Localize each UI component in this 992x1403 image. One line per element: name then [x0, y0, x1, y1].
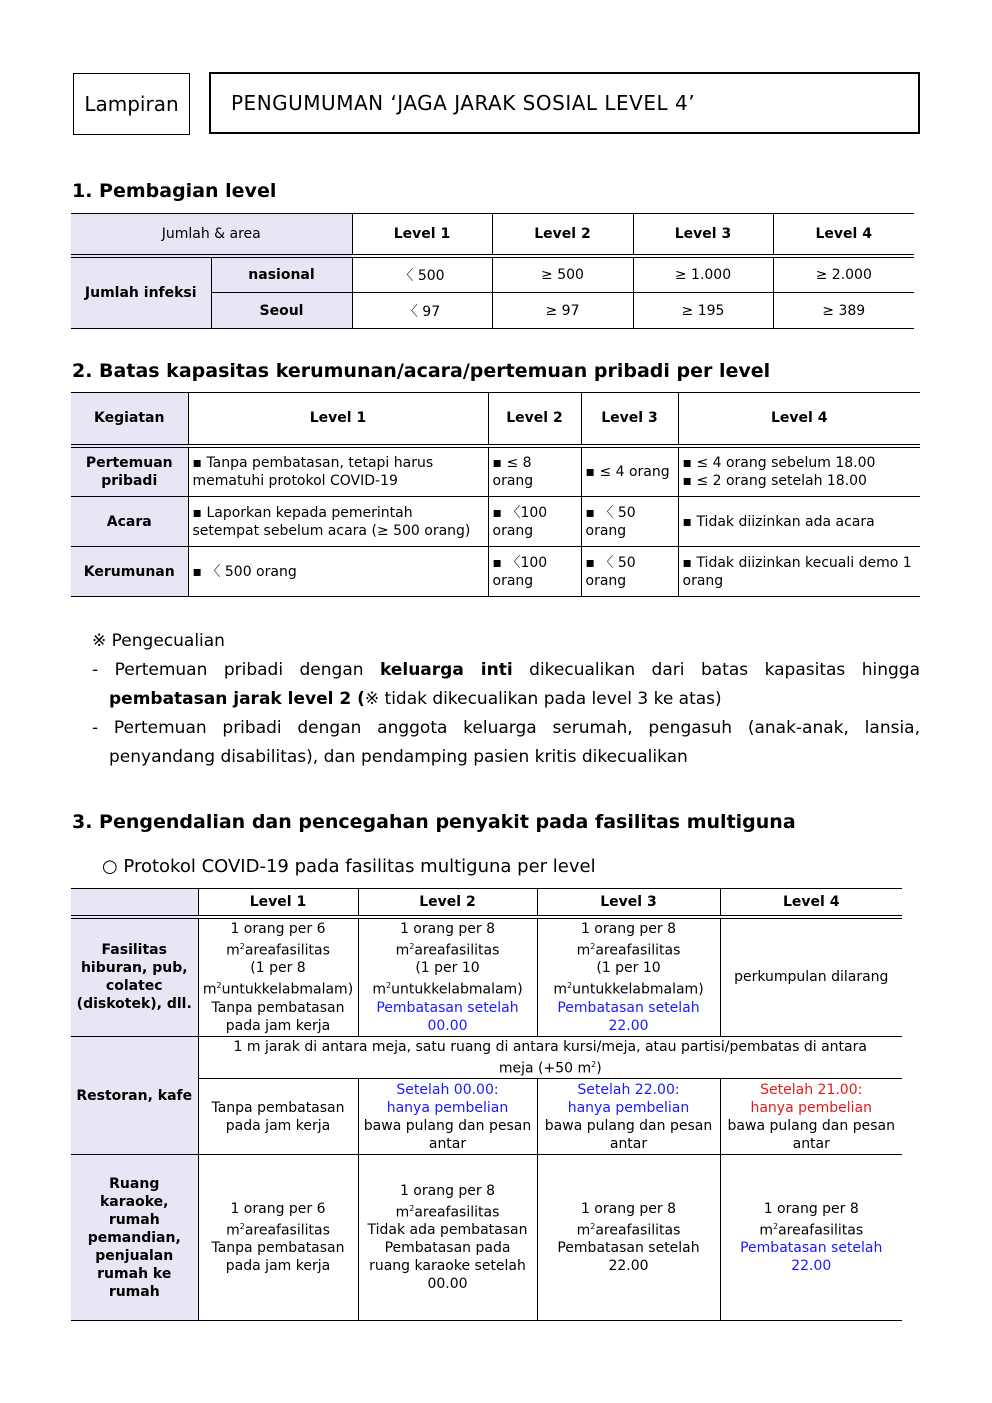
col-header-level-4: Level 4	[678, 393, 920, 446]
section3-subheading: ○ Protokol COVID-19 pada fasilitas multiguna per level	[102, 856, 596, 877]
text-bold: keluarga inti	[380, 660, 513, 680]
col-header-level-2: Level 2	[488, 393, 581, 446]
cell-line: Tidak ada pembatasan	[367, 1222, 528, 1239]
table-cell: ≥ 389	[773, 293, 914, 329]
table-cell: ▪ Tidak diizinkan ada acara	[678, 497, 920, 547]
col-header-kegiatan: Kegiatan	[71, 393, 188, 446]
cell-line: Pembatasan setelah 00.00	[376, 999, 519, 1034]
activity-acara: Acara	[71, 497, 188, 547]
unit-text: m	[202, 981, 217, 998]
text-span: untukkelabmalam)	[391, 981, 523, 998]
cell-line: bawa pulang dan pesan antar	[363, 1117, 532, 1152]
unit-text: m	[395, 942, 410, 959]
text-span: ※ tidak dikecualikan pada level 3 ke atas)	[364, 689, 722, 709]
text-span: areafasilitas	[244, 942, 330, 959]
section3-heading: 3. Pengendalian dan pencegahan penyakit pada fasilitas multiguna	[72, 811, 796, 833]
cell-line: 1 m jarak di antara meja, satu ruang di antara kursi/meja, atau partisi/pembatas di antara	[233, 1038, 867, 1055]
table-cell	[537, 1155, 720, 1321]
unit-text: m	[553, 981, 567, 998]
unit-superscript: 2	[772, 1221, 779, 1231]
col-header-level-4: Level 4	[773, 214, 914, 256]
table-cell	[198, 1155, 358, 1321]
unit-text: m	[395, 1204, 410, 1221]
col-header-level-1: Level 1	[188, 393, 488, 446]
unit-text: m	[759, 1222, 773, 1239]
table-cell	[537, 917, 720, 1037]
text-span: areafasilitas	[244, 1222, 330, 1239]
cell-line: hanya pembelian	[750, 1099, 872, 1116]
col-header-level-3: Level 3	[537, 889, 720, 917]
table-cell	[358, 1079, 537, 1155]
table-cell	[358, 917, 537, 1037]
cell-line: 1 orang per 8	[763, 1200, 859, 1217]
table-cell: ▪ ≤ 8 orang	[488, 446, 581, 497]
cell-line: Pembatasan setelah 22.00	[557, 999, 700, 1034]
cell-line: 1 orang per 8	[399, 920, 496, 937]
facility-table	[71, 888, 902, 1321]
unit-superscript: 2	[385, 981, 392, 991]
col-header-level-2: Level 2	[358, 889, 537, 917]
table-cell: ≥ 97	[492, 293, 633, 329]
unit-superscript: 2	[590, 941, 596, 951]
text-span: )	[596, 1060, 602, 1077]
cell-line: (1 per 10	[415, 960, 480, 977]
unit-superscript: 2	[409, 941, 415, 951]
table-cell: 〈 500	[352, 256, 492, 293]
text-span: areafasilitas	[414, 942, 500, 959]
text-span: meja (+50 m	[498, 1060, 592, 1077]
cell-line	[363, 938, 533, 960]
cell-line: bawa pulang dan pesan antar	[544, 1117, 713, 1152]
table-cell: Tanpa pembatasan pada jam kerja	[198, 1079, 358, 1155]
cell-line: bawa pulang dan pesan antar	[727, 1117, 895, 1152]
area-nasional: nasional	[211, 256, 352, 293]
cell-line	[542, 938, 716, 960]
table-cell	[358, 1155, 537, 1321]
cell-line	[363, 977, 533, 999]
cell-line	[363, 1200, 533, 1222]
table-cell: ▪ 〈 50 orang	[581, 547, 678, 597]
table-cell: perkumpulan dilarang	[720, 917, 902, 1037]
unit-superscript: 2	[239, 941, 245, 951]
cell-line: ▪ ≤ 2 orang setelah 18.00	[682, 472, 867, 489]
cell-line: Pembatasan setelah 22.00	[740, 1240, 883, 1275]
exception-item-1-line2	[92, 685, 920, 714]
cell-line: 1 orang per 8	[580, 920, 677, 937]
table-cell: ≥ 1.000	[633, 256, 773, 293]
table-cell: ▪ 〈100 orang	[488, 497, 581, 547]
table-cell	[537, 1079, 720, 1155]
cell-line	[542, 977, 716, 999]
table-cell: ▪ ≤ 4 orang	[581, 446, 678, 497]
facility-hiburan: Fasilitas hiburan, pub, colatec (diskotek), dll.	[71, 917, 198, 1037]
unit-superscript: 2	[591, 1059, 597, 1069]
unit-superscript: 2	[590, 1221, 596, 1231]
unit-text: m	[576, 1222, 591, 1239]
unit-superscript: 2	[239, 1221, 245, 1231]
cell-line: Setelah 22.00:	[577, 1081, 680, 1098]
unit-text: m	[226, 942, 240, 959]
table-cell: ▪ 〈100 orang	[488, 547, 581, 597]
corner-cell	[71, 889, 198, 917]
text-span: areafasilitas	[595, 1222, 681, 1239]
col-header-level-1: Level 1	[352, 214, 492, 256]
exception-item-2-line1: - Pertemuan pribadi dengan anggota keluarga serumah, pengasuh (anak-anak, lansia,	[92, 718, 920, 738]
unit-text: m	[576, 942, 591, 959]
table-cell	[720, 1079, 902, 1155]
cell-line: 1 orang per 6	[230, 1200, 326, 1217]
cell-line: ▪ ≤ 4 orang sebelum 18.00	[682, 454, 876, 471]
col-header-level-2: Level 2	[492, 214, 633, 256]
col-header-level-1: Level 1	[198, 889, 358, 917]
cell-line: (1 per 8	[250, 960, 306, 977]
facility-karaoke: Ruang karaoke, rumah pemandian, penjualan rumah ke rumah	[71, 1155, 198, 1321]
cell-line: Tanpa pembatasan pada jam kerja	[211, 1240, 345, 1275]
exception-item-2-line2: penyandang disabilitas), dan pendamping pasien kritis dikecualikan	[109, 747, 688, 767]
cell-line	[203, 938, 354, 960]
attachment-label: Lampiran	[73, 73, 190, 135]
section1-heading: 1. Pembagian level	[72, 180, 277, 202]
text-span: dikecualikan dari batas kapasitas hingga	[512, 660, 921, 680]
col-header-level-3: Level 3	[633, 214, 773, 256]
cell-line: Tanpa pembatasan pada jam kerja	[211, 999, 345, 1034]
cell-line: 1 orang per 8	[580, 1200, 677, 1217]
facility-restoran: Restoran, kafe	[71, 1037, 198, 1155]
unit-superscript: 2	[566, 981, 573, 991]
table-cell	[720, 1155, 902, 1321]
cell-line	[203, 977, 354, 999]
col-header-level-4: Level 4	[720, 889, 902, 917]
table-cell: ≥ 195	[633, 293, 773, 329]
cell-line	[203, 1056, 899, 1078]
cell-line: Setelah 00.00:	[396, 1081, 499, 1098]
table-cell: ≥ 500	[492, 256, 633, 293]
area-seoul: Seoul	[211, 293, 352, 329]
cell-line	[725, 1218, 899, 1240]
table-cell: 〈 97	[352, 293, 492, 329]
table-cell: ▪ Laporkan kepada pemerintah setempat sebelum acara (≥ 500 orang)	[188, 497, 488, 547]
unit-text: m	[372, 981, 386, 998]
activity-kerumunan: Kerumunan	[71, 547, 188, 597]
cell-line: hanya pembelian	[567, 1099, 690, 1116]
table-cell	[198, 917, 358, 1037]
cell-line: 1 orang per 6	[230, 920, 326, 937]
text-span: untukkelabmalam)	[221, 981, 354, 998]
unit-superscript: 2	[216, 981, 222, 991]
table-cell: ▪ Tidak diizinkan kecuali demo 1 orang	[678, 547, 920, 597]
text-bold: pembatasan jarak level 2 (	[109, 689, 365, 709]
col-header-jumlah-area: Jumlah & area	[71, 214, 352, 256]
cell-line	[203, 1218, 354, 1240]
text-span: - Pertemuan pribadi dengan	[92, 660, 380, 680]
unit-superscript: 2	[409, 1203, 415, 1213]
exception-item-1-line1	[92, 656, 920, 685]
text-span: areafasilitas	[414, 1204, 500, 1221]
capacity-table	[71, 392, 920, 597]
text-span: areafasilitas	[595, 942, 681, 959]
cell-line: Setelah 21.00:	[760, 1081, 863, 1098]
cell-line: (1 per 10	[596, 960, 661, 977]
cell-line: Pembatasan pada ruang karaoke setelah 00.00	[369, 1240, 526, 1293]
cell-line	[542, 1218, 716, 1240]
table-cell	[678, 446, 920, 497]
unit-text: m	[226, 1222, 240, 1239]
cell-line: hanya pembelian	[386, 1099, 509, 1116]
table-cell-span	[198, 1037, 902, 1079]
col-header-level-3: Level 3	[581, 393, 678, 446]
cell-line: 1 orang per 8	[399, 1182, 496, 1199]
row-group-jumlah-infeksi: Jumlah infeksi	[71, 256, 211, 329]
section2-heading: 2. Batas kapasitas kerumunan/acara/pertemuan pribadi per level	[72, 360, 771, 382]
text-span: areafasilitas	[778, 1222, 864, 1239]
text-span: untukkelabmalam)	[572, 981, 704, 998]
table-cell: ▪ 〈 500 orang	[188, 547, 488, 597]
page-title: PENGUMUMAN ‘JAGA JARAK SOSIAL LEVEL 4’	[209, 72, 920, 134]
level-table	[71, 213, 914, 329]
exception-block	[92, 627, 920, 772]
cell-line: Pembatasan setelah 22.00	[557, 1240, 700, 1275]
activity-pertemuan: Pertemuan pribadi	[71, 446, 188, 497]
table-cell: ≥ 2.000	[773, 256, 914, 293]
table-cell: ▪ Tanpa pembatasan, tetapi harus mematuhi protokol COVID-19	[188, 446, 488, 497]
exception-title: ※ Pengecualian	[92, 631, 225, 651]
table-cell: ▪ 〈 50 orang	[581, 497, 678, 547]
